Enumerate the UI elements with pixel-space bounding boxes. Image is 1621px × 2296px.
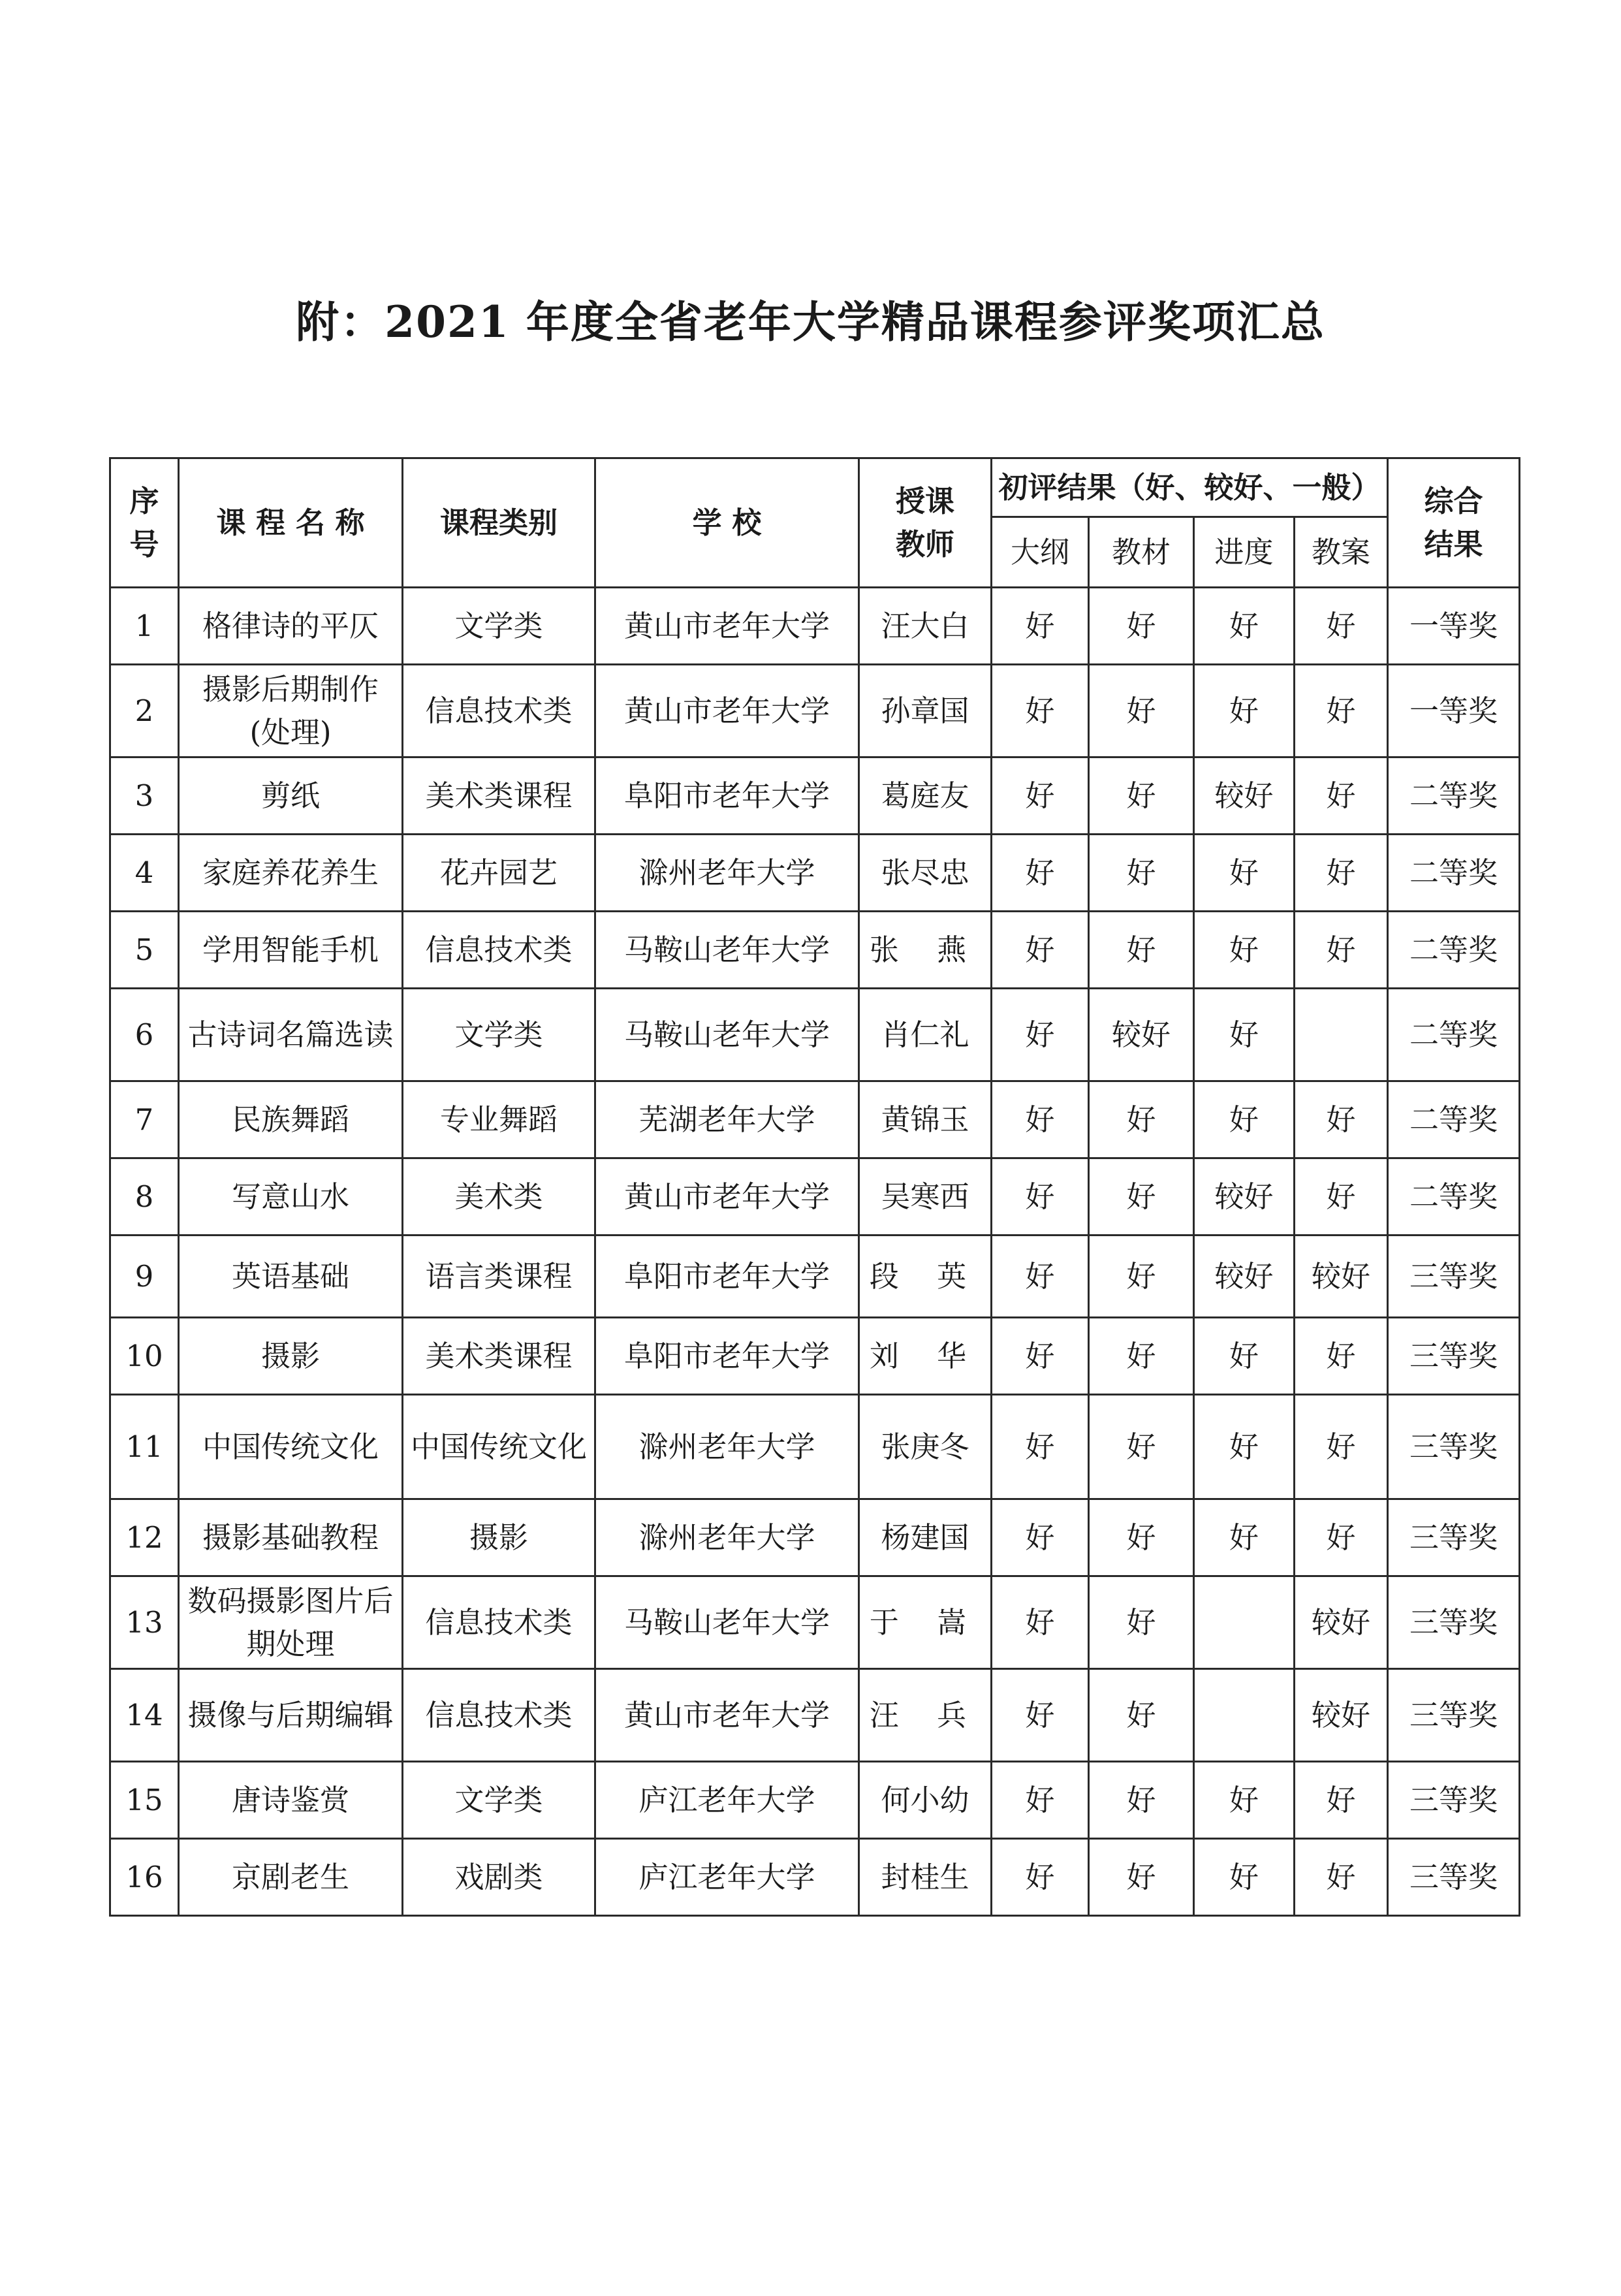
cell-textbook: 好	[1089, 1236, 1194, 1318]
cell-teacher: 封桂生	[859, 1839, 992, 1916]
cell-course-name: 唐诗鉴赏	[179, 1762, 403, 1839]
cell-school: 滁州老年大学	[595, 835, 859, 912]
cell-progress: 好	[1194, 1762, 1295, 1839]
cell-course-name: 格律诗的平仄	[179, 588, 403, 665]
cell-course-name: 剪纸	[179, 757, 403, 835]
cell-overall-result: 一等奖	[1388, 665, 1520, 757]
cell-outline: 好	[992, 1081, 1089, 1158]
cell-lesson-plan: 好	[1295, 835, 1388, 912]
table-row	[110, 1236, 1520, 1318]
table-row	[110, 1499, 1520, 1576]
cell-outline: 好	[992, 757, 1089, 835]
cell-course-name: 学用智能手机	[179, 912, 403, 989]
cell-school: 滁州老年大学	[595, 1395, 859, 1499]
cell-outline: 好	[992, 1318, 1089, 1395]
cell-seq: 6	[110, 989, 179, 1081]
cell-school: 黄山市老年大学	[595, 588, 859, 665]
cell-teacher: 张 燕	[859, 912, 992, 989]
cell-overall-result: 二等奖	[1388, 757, 1520, 835]
table-header	[110, 458, 1520, 588]
cell-textbook: 好	[1089, 1158, 1194, 1236]
cell-textbook: 好	[1089, 1395, 1194, 1499]
cell-overall-result: 二等奖	[1388, 835, 1520, 912]
header-textbook: 教材	[1089, 517, 1194, 588]
cell-lesson-plan: 好	[1295, 1158, 1388, 1236]
cell-school: 马鞍山老年大学	[595, 912, 859, 989]
cell-seq: 13	[110, 1576, 179, 1669]
cell-category: 信息技术类	[403, 1576, 595, 1669]
header-prelim-result: 初评结果（好、较好、一般）	[992, 458, 1388, 517]
cell-outline: 好	[992, 1762, 1089, 1839]
cell-teacher: 肖仁礼	[859, 989, 992, 1081]
cell-progress: 好	[1194, 1499, 1295, 1576]
cell-teacher: 汪 兵	[859, 1669, 992, 1762]
cell-school: 阜阳市老年大学	[595, 1236, 859, 1318]
cell-course-name: 家庭养花养生	[179, 835, 403, 912]
header-seq: 序 号	[110, 458, 179, 588]
cell-overall-result: 二等奖	[1388, 989, 1520, 1081]
cell-overall-result: 三等奖	[1388, 1499, 1520, 1576]
cell-overall-result: 一等奖	[1388, 588, 1520, 665]
cell-outline: 好	[992, 1158, 1089, 1236]
table-row	[110, 989, 1520, 1081]
cell-progress: 较好	[1194, 1236, 1295, 1318]
cell-progress: 较好	[1194, 757, 1295, 835]
cell-course-name: 英语基础	[179, 1236, 403, 1318]
cell-outline: 好	[992, 989, 1089, 1081]
table-row	[110, 665, 1520, 757]
table-body	[110, 588, 1520, 1916]
header-overall-result: 综合 结果	[1388, 458, 1520, 588]
cell-overall-result: 三等奖	[1388, 1318, 1520, 1395]
cell-teacher: 何小幼	[859, 1762, 992, 1839]
cell-overall-result: 三等奖	[1388, 1669, 1520, 1762]
cell-progress: 较好	[1194, 1158, 1295, 1236]
cell-textbook: 好	[1089, 588, 1194, 665]
cell-progress: 好	[1194, 1318, 1295, 1395]
cell-seq: 4	[110, 835, 179, 912]
header-outline: 大纲	[992, 517, 1089, 588]
cell-category: 摄影	[403, 1499, 595, 1576]
cell-category: 戏剧类	[403, 1839, 595, 1916]
cell-seq: 5	[110, 912, 179, 989]
cell-overall-result: 二等奖	[1388, 912, 1520, 989]
cell-school: 黄山市老年大学	[595, 665, 859, 757]
table-row	[110, 912, 1520, 989]
cell-teacher: 张尽忠	[859, 835, 992, 912]
table-row	[110, 1158, 1520, 1236]
table-row	[110, 1318, 1520, 1395]
cell-seq: 15	[110, 1762, 179, 1839]
cell-overall-result: 三等奖	[1388, 1395, 1520, 1499]
cell-textbook: 好	[1089, 1762, 1194, 1839]
cell-lesson-plan: 好	[1295, 1318, 1388, 1395]
cell-course-name: 摄像与后期编辑	[179, 1669, 403, 1762]
cell-school: 滁州老年大学	[595, 1499, 859, 1576]
cell-outline: 好	[992, 1236, 1089, 1318]
cell-course-name: 数码摄影图片后期处理	[179, 1576, 403, 1669]
cell-category: 美术类课程	[403, 1318, 595, 1395]
cell-course-name: 摄影后期制作(处理)	[179, 665, 403, 757]
cell-progress: 好	[1194, 665, 1295, 757]
cell-progress: 好	[1194, 989, 1295, 1081]
cell-textbook: 好	[1089, 1081, 1194, 1158]
cell-seq: 9	[110, 1236, 179, 1318]
table-row	[110, 1839, 1520, 1916]
cell-progress	[1194, 1576, 1295, 1669]
cell-textbook: 好	[1089, 1318, 1194, 1395]
cell-course-name: 摄影	[179, 1318, 403, 1395]
cell-course-name: 京剧老生	[179, 1839, 403, 1916]
cell-teacher: 孙章国	[859, 665, 992, 757]
cell-category: 信息技术类	[403, 912, 595, 989]
cell-lesson-plan: 好	[1295, 1081, 1388, 1158]
cell-lesson-plan: 好	[1295, 757, 1388, 835]
table-row	[110, 1669, 1520, 1762]
cell-category: 语言类课程	[403, 1236, 595, 1318]
cell-category: 美术类课程	[403, 757, 595, 835]
cell-course-name: 民族舞蹈	[179, 1081, 403, 1158]
cell-lesson-plan: 好	[1295, 1395, 1388, 1499]
cell-lesson-plan	[1295, 989, 1388, 1081]
cell-course-name: 古诗词名篇选读	[179, 989, 403, 1081]
cell-progress: 好	[1194, 912, 1295, 989]
cell-school: 黄山市老年大学	[595, 1158, 859, 1236]
cell-outline: 好	[992, 1669, 1089, 1762]
cell-category: 信息技术类	[403, 1669, 595, 1762]
cell-outline: 好	[992, 1395, 1089, 1499]
cell-textbook: 好	[1089, 665, 1194, 757]
cell-textbook: 好	[1089, 1669, 1194, 1762]
cell-school: 阜阳市老年大学	[595, 1318, 859, 1395]
cell-outline: 好	[992, 1499, 1089, 1576]
cell-textbook: 好	[1089, 757, 1194, 835]
cell-outline: 好	[992, 588, 1089, 665]
cell-outline: 好	[992, 1576, 1089, 1669]
cell-seq: 3	[110, 757, 179, 835]
table-row	[110, 757, 1520, 835]
header-category: 课程类别	[403, 458, 595, 588]
cell-category: 文学类	[403, 588, 595, 665]
cell-progress: 好	[1194, 588, 1295, 665]
cell-teacher: 张庚冬	[859, 1395, 992, 1499]
cell-seq: 2	[110, 665, 179, 757]
cell-lesson-plan: 较好	[1295, 1669, 1388, 1762]
cell-category: 文学类	[403, 1762, 595, 1839]
cell-lesson-plan: 较好	[1295, 1576, 1388, 1669]
cell-category: 美术类	[403, 1158, 595, 1236]
cell-teacher: 段 英	[859, 1236, 992, 1318]
cell-school: 芜湖老年大学	[595, 1081, 859, 1158]
table-row	[110, 1576, 1520, 1669]
cell-seq: 10	[110, 1318, 179, 1395]
cell-textbook: 好	[1089, 1576, 1194, 1669]
cell-teacher: 葛庭友	[859, 757, 992, 835]
cell-school: 庐江老年大学	[595, 1762, 859, 1839]
cell-progress: 好	[1194, 1081, 1295, 1158]
header-course-name: 课 程 名 称	[179, 458, 403, 588]
cell-lesson-plan: 较好	[1295, 1236, 1388, 1318]
cell-seq: 1	[110, 588, 179, 665]
cell-course-name: 中国传统文化	[179, 1395, 403, 1499]
cell-course-name: 写意山水	[179, 1158, 403, 1236]
cell-lesson-plan: 好	[1295, 588, 1388, 665]
header-progress: 进度	[1194, 517, 1295, 588]
header-school: 学 校	[595, 458, 859, 588]
header-teacher: 授课 教师	[859, 458, 992, 588]
cell-overall-result: 二等奖	[1388, 1081, 1520, 1158]
cell-teacher: 吴寒西	[859, 1158, 992, 1236]
page-title: 附：2021 年度全省老年大学精品课程参评奖项汇总	[296, 296, 1325, 347]
cell-lesson-plan: 好	[1295, 1839, 1388, 1916]
cell-seq: 12	[110, 1499, 179, 1576]
cell-category: 花卉园艺	[403, 835, 595, 912]
cell-school: 马鞍山老年大学	[595, 989, 859, 1081]
table-row	[110, 1081, 1520, 1158]
table-row	[110, 1395, 1520, 1499]
cell-textbook: 好	[1089, 912, 1194, 989]
cell-teacher: 汪大白	[859, 588, 992, 665]
cell-progress	[1194, 1669, 1295, 1762]
cell-seq: 14	[110, 1669, 179, 1762]
cell-outline: 好	[992, 835, 1089, 912]
cell-textbook: 较好	[1089, 989, 1194, 1081]
cell-category: 专业舞蹈	[403, 1081, 595, 1158]
header-lesson-plan: 教案	[1295, 517, 1388, 588]
cell-school: 阜阳市老年大学	[595, 757, 859, 835]
cell-category: 信息技术类	[403, 665, 595, 757]
cell-outline: 好	[992, 1839, 1089, 1916]
cell-seq: 16	[110, 1839, 179, 1916]
cell-teacher: 杨建国	[859, 1499, 992, 1576]
table-row	[110, 588, 1520, 665]
cell-progress: 好	[1194, 1395, 1295, 1499]
cell-textbook: 好	[1089, 1499, 1194, 1576]
cell-lesson-plan: 好	[1295, 665, 1388, 757]
cell-overall-result: 三等奖	[1388, 1236, 1520, 1318]
cell-overall-result: 三等奖	[1388, 1762, 1520, 1839]
cell-teacher: 于 嵩	[859, 1576, 992, 1669]
cell-overall-result: 二等奖	[1388, 1158, 1520, 1236]
cell-school: 马鞍山老年大学	[595, 1576, 859, 1669]
cell-category: 文学类	[403, 989, 595, 1081]
cell-outline: 好	[992, 665, 1089, 757]
cell-seq: 8	[110, 1158, 179, 1236]
cell-lesson-plan: 好	[1295, 1762, 1388, 1839]
cell-textbook: 好	[1089, 835, 1194, 912]
cell-overall-result: 三等奖	[1388, 1839, 1520, 1916]
cell-progress: 好	[1194, 835, 1295, 912]
table-row	[110, 835, 1520, 912]
cell-seq: 7	[110, 1081, 179, 1158]
cell-textbook: 好	[1089, 1839, 1194, 1916]
cell-school: 黄山市老年大学	[595, 1669, 859, 1762]
cell-category: 中国传统文化	[403, 1395, 595, 1499]
cell-seq: 11	[110, 1395, 179, 1499]
cell-course-name: 摄影基础教程	[179, 1499, 403, 1576]
cell-school: 庐江老年大学	[595, 1839, 859, 1916]
cell-outline: 好	[992, 912, 1089, 989]
awards-table	[109, 457, 1520, 1917]
cell-overall-result: 三等奖	[1388, 1576, 1520, 1669]
cell-lesson-plan: 好	[1295, 912, 1388, 989]
cell-lesson-plan: 好	[1295, 1499, 1388, 1576]
table-row	[110, 1762, 1520, 1839]
cell-teacher: 黄锦玉	[859, 1081, 992, 1158]
cell-progress: 好	[1194, 1839, 1295, 1916]
cell-teacher: 刘 华	[859, 1318, 992, 1395]
